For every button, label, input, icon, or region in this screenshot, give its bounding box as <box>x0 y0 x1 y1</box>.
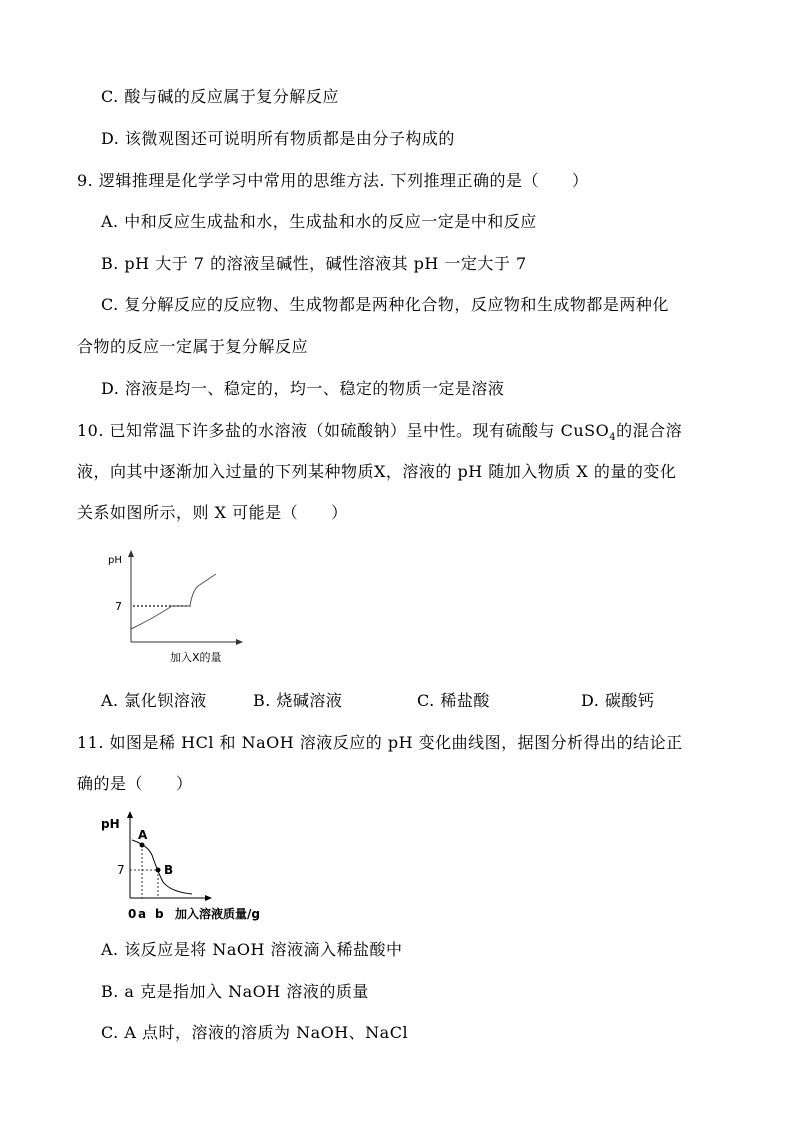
q11-option-c: C. A 点时，溶液的溶质为 NaOH、NaCl <box>101 1023 409 1042</box>
q9-option-c-line2: 合物的反应一定属于复分解反应 <box>77 337 309 356</box>
q10-option-b: B. 烧碱溶液 <box>253 691 343 710</box>
q8-option-d: D. 该微观图还可说明所有物质都是由分子构成的 <box>101 129 455 148</box>
y-axis-label: pH <box>101 817 120 831</box>
q10-stem-line3: 关系如图所示，则 X 可能是（ ） <box>77 503 348 522</box>
point-a-label: A <box>138 828 148 842</box>
ph-curve <box>132 840 192 894</box>
x-tick-a: a <box>138 907 147 921</box>
q11-ph-graph <box>95 808 295 928</box>
q9-option-a: A. 中和反应生成盐和水，生成盐和水的反应一定是中和反应 <box>101 212 537 231</box>
q11-option-a: A. 该反应是将 NaOH 溶液滴入稀盐酸中 <box>101 940 403 959</box>
x-axis-label: 加入溶液质量/g <box>175 907 260 921</box>
q10-ph-graph <box>100 545 260 670</box>
y-tick-label: 7 <box>117 863 125 877</box>
y-axis-label: pH <box>108 555 122 566</box>
q11-option-b: B. a 克是指加入 NaOH 溶液的质量 <box>101 982 369 1001</box>
q10-stem-line2: 液，向其中逐渐加入过量的下列某种物质X，溶液的 pH 随加入物质 X 的量的变化 <box>77 462 677 481</box>
x-tick-b: b <box>155 907 164 921</box>
y-tick-label: 7 <box>115 600 122 613</box>
point-b-marker <box>156 868 161 873</box>
x-axis-label: 加入X的量 <box>170 651 222 664</box>
q9-option-d: D. 溶液是均一、稳定的，均一、稳定的物质一定是溶液 <box>101 379 505 398</box>
q10-option-c: C. 稀盐酸 <box>417 691 490 710</box>
point-b-label: B <box>164 863 174 877</box>
q9-option-c-line1: C. 复分解反应的反应物、生成物都是两种化合物，反应物和生成物都是两种化 <box>101 295 669 314</box>
q10-stem-text: 10. 已知常温下许多盐的水溶液（如硫酸钠）呈中性。现有硫酸与 CuSO <box>77 421 610 440</box>
q11-stem-line2: 确的是（ ） <box>77 774 193 793</box>
q8-option-c: C. 酸与碱的反应属于复分解反应 <box>101 87 339 106</box>
ph-curve <box>131 574 216 629</box>
q9-stem: 9. 逻辑推理是化学学习中常用的思维方法. 下列推理正确的是（ ） <box>77 171 589 190</box>
q10-option-a: A. 氯化钡溶液 <box>101 691 207 710</box>
point-a-marker <box>140 843 145 848</box>
q10-option-d: D. 碳酸钙 <box>581 691 655 710</box>
q10-stem-text-end: 的混合溶 <box>616 421 683 440</box>
x-tick-0: 0 <box>128 907 137 921</box>
q10-stem-line1 <box>77 420 682 449</box>
q9-option-b: B. pH 大于 7 的溶液呈碱性，碱性溶液其 pH 一定大于 7 <box>101 254 527 273</box>
subscript-4: 4 <box>609 432 617 444</box>
q11-stem-line1: 11. 如图是稀 HCl 和 NaOH 溶液反应的 pH 变化曲线图，据图分析得出的结论正 <box>77 733 683 752</box>
